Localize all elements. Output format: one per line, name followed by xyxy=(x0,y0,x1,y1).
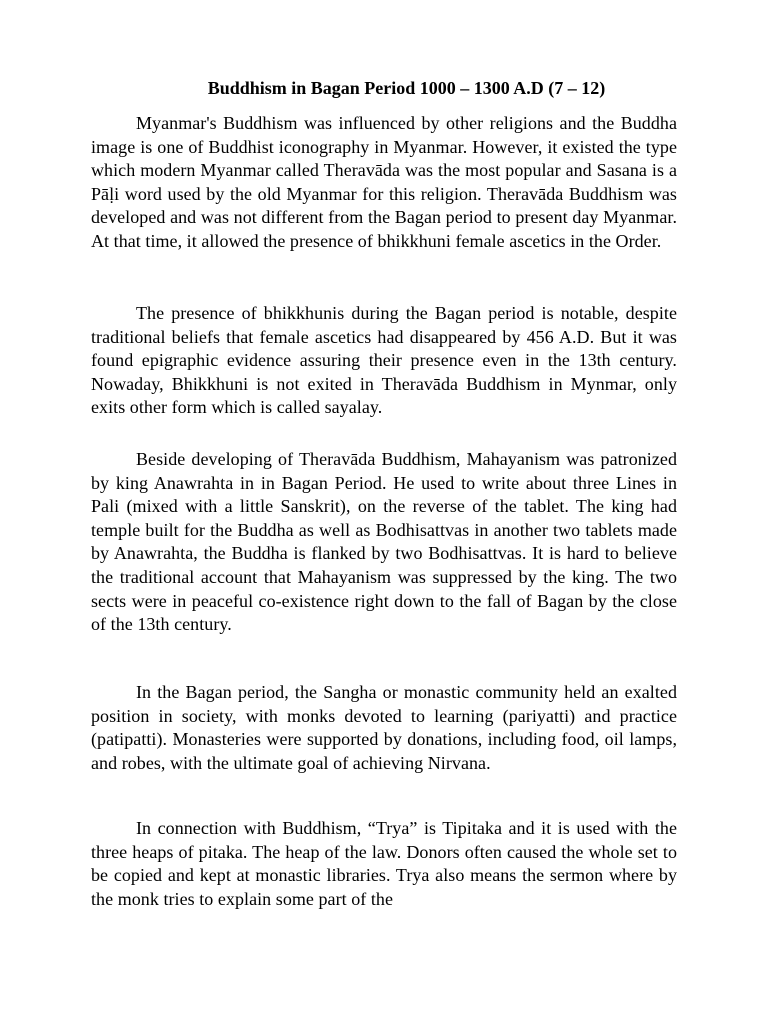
document-title: Buddhism in Bagan Period 1000 – 1300 A.D (7 – 12) xyxy=(207,78,606,98)
paragraph: In the Bagan period, the Sangha or monastic community held an exalted position in society, with monks devoted to learning (pariyatti) and practice (patipatti). Monasteries were supported by donations, including food, oil lamps, and robes, with the ultimate goal of achieving Nirvana. xyxy=(91,682,677,773)
paragraph: In connection with Buddhism, “Trya” is Tipitaka and it is used with the three heaps of pitaka. The heap of the law. Donors often caused the whole set to be copied and kept at monastic libraries. Trya also means the sermon where by the monk tries to explain some part of the xyxy=(91,818,677,909)
paragraph: Myanmar's Buddhism was influenced by other religions and the Buddha image is one of Buddhist iconography in Myanmar. However, it existed the type which modern Myanmar called Theravāda was the most popular and Sasana is a Pāḷi word used by the old Myanmar for this religion. Theravāda Buddhism was developed and was not different from the Bagan period to present day Myanmar. At that time, it allowed the presence of bhikkhuni female ascetics in the Order. xyxy=(91,113,677,251)
paragraph: The presence of bhikkhunis during the Bagan period is notable, despite traditional beliefs that female ascetics had disappeared by 456 A.D. But it was found epigraphic evidence assuring their presence even in the 13th century. Nowaday, Bhikkhuni is not exited in Theravāda Buddhism in Mynmar, only exits other form which is called sayalay. xyxy=(91,303,677,418)
paragraph: Beside developing of Theravāda Buddhism, Mahayanism was patronized by king Anawrahta in in Bagan Period. He used to write about three Lines in Pali (mixed with a little Sanskrit), on the reverse of the tablet. The king had temple built for the Buddha as well as Bodhisattvas in another two tablets made by Anawrahta, the Buddha is flanked by two Bodhisattvas. It is hard to believe the traditional account that Mahayanism was suppressed by the king. The two sects were in peaceful co-existence right down to the fall of Bagan by the close of the 13th century. xyxy=(91,449,677,635)
